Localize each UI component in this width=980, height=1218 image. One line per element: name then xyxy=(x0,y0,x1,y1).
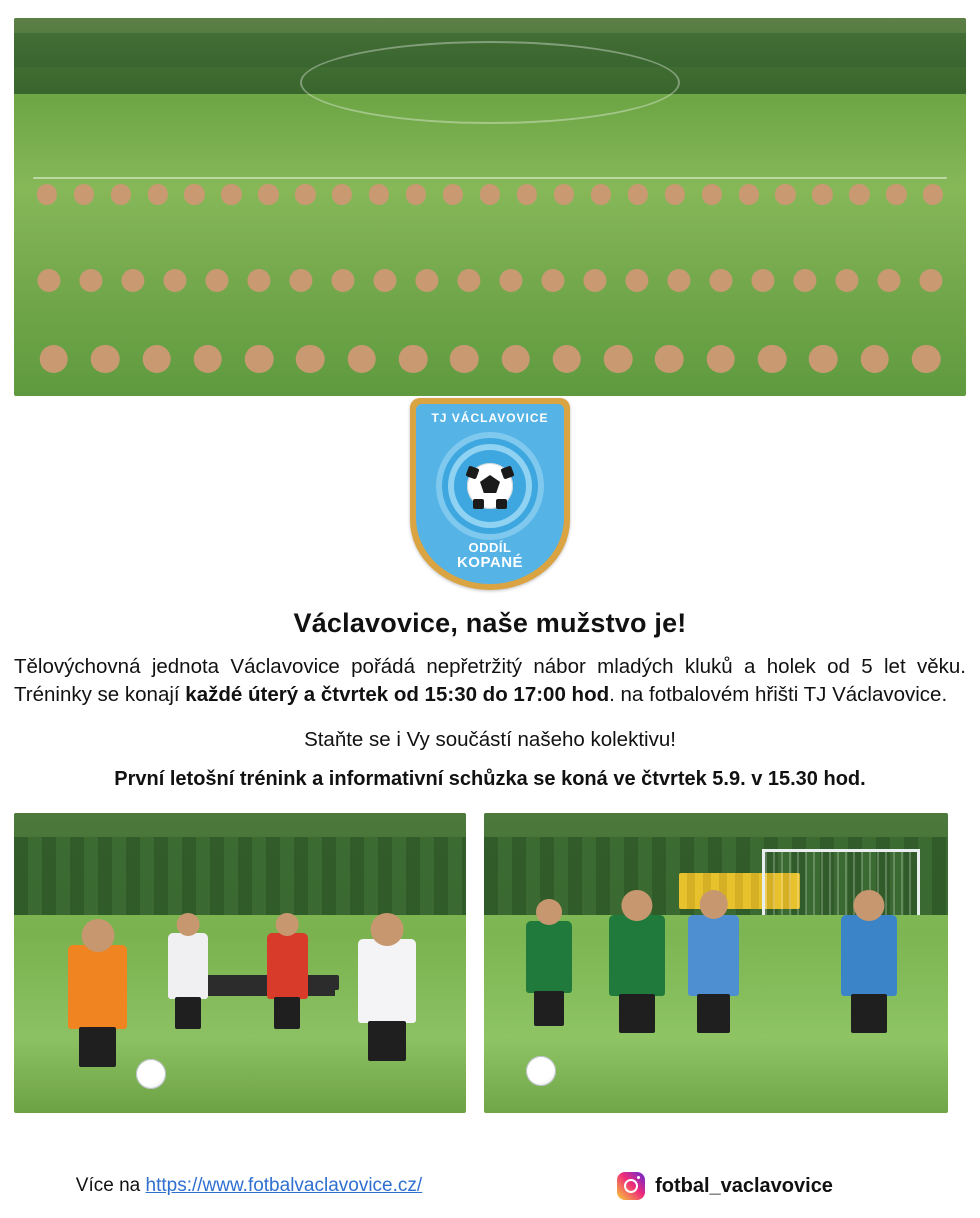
page-title: Václavovice, naše mužstvo je! xyxy=(293,608,687,638)
hero-team-photo xyxy=(14,18,966,396)
website-link[interactable]: https://www.fotbalvaclavovice.cz/ xyxy=(145,1175,423,1196)
website-line xyxy=(14,1175,484,1197)
intro-paragraph-part1: Tělovýchovná jednota Václavovice pořádá nepřetržitý nábor mladých kluků a holek od 5 let věku. Tréninky se konají xyxy=(14,655,966,707)
poster-page xyxy=(0,18,980,1218)
player-blue-2 xyxy=(841,915,897,996)
match-photo-left xyxy=(14,813,466,1113)
photo-hedge xyxy=(14,837,466,915)
more-info-label: Více na xyxy=(75,1175,146,1196)
player-blue-1 xyxy=(688,915,739,996)
instagram-handle[interactable]: fotbal_vaclavovice xyxy=(655,1174,833,1197)
player-green-2 xyxy=(609,915,665,996)
intro-paragraph-highlight: každé úterý a čtvrtek od 15:30 do 17:00 hod xyxy=(185,683,610,707)
player-white-2 xyxy=(358,939,417,1023)
club-crest xyxy=(410,398,570,590)
crest-subtitle xyxy=(416,541,564,570)
crest-subtitle-line1: ODDÍL xyxy=(468,540,512,556)
crest-inner xyxy=(416,404,564,584)
football-icon xyxy=(467,463,513,509)
club-crest-wrapper xyxy=(14,398,966,590)
team-group xyxy=(14,63,966,365)
footer xyxy=(14,1172,966,1200)
player-green-1 xyxy=(526,921,572,993)
player-white-1 xyxy=(168,933,209,999)
instagram-icon[interactable] xyxy=(617,1172,645,1200)
intro-paragraph xyxy=(14,653,966,710)
photo-gallery xyxy=(14,813,966,1113)
football-right-photo xyxy=(526,1056,556,1086)
crest-club-name: TJ VÁCLAVOVICE xyxy=(431,411,549,425)
player-orange xyxy=(68,945,127,1029)
crest-swirl-graphic xyxy=(436,432,544,540)
photo-goal xyxy=(762,849,920,915)
team-row-front xyxy=(28,230,951,345)
football-left-photo xyxy=(136,1059,166,1089)
instagram-block[interactable] xyxy=(484,1172,966,1200)
first-training-text: První letošní trénink a informativní schůzka se koná ve čtvrtek 5.9. v 15.30 hod. xyxy=(114,767,866,790)
player-red xyxy=(267,933,308,999)
crest-subtitle-line2: KOPANÉ xyxy=(456,553,524,571)
intro-paragraph-part2: . na fotbalovém hřišti TJ Václavovice. xyxy=(609,683,948,707)
invitation-text: Staňte se i Vy součástí našeho kolektivu! xyxy=(304,727,676,751)
match-photo-right xyxy=(484,813,948,1113)
